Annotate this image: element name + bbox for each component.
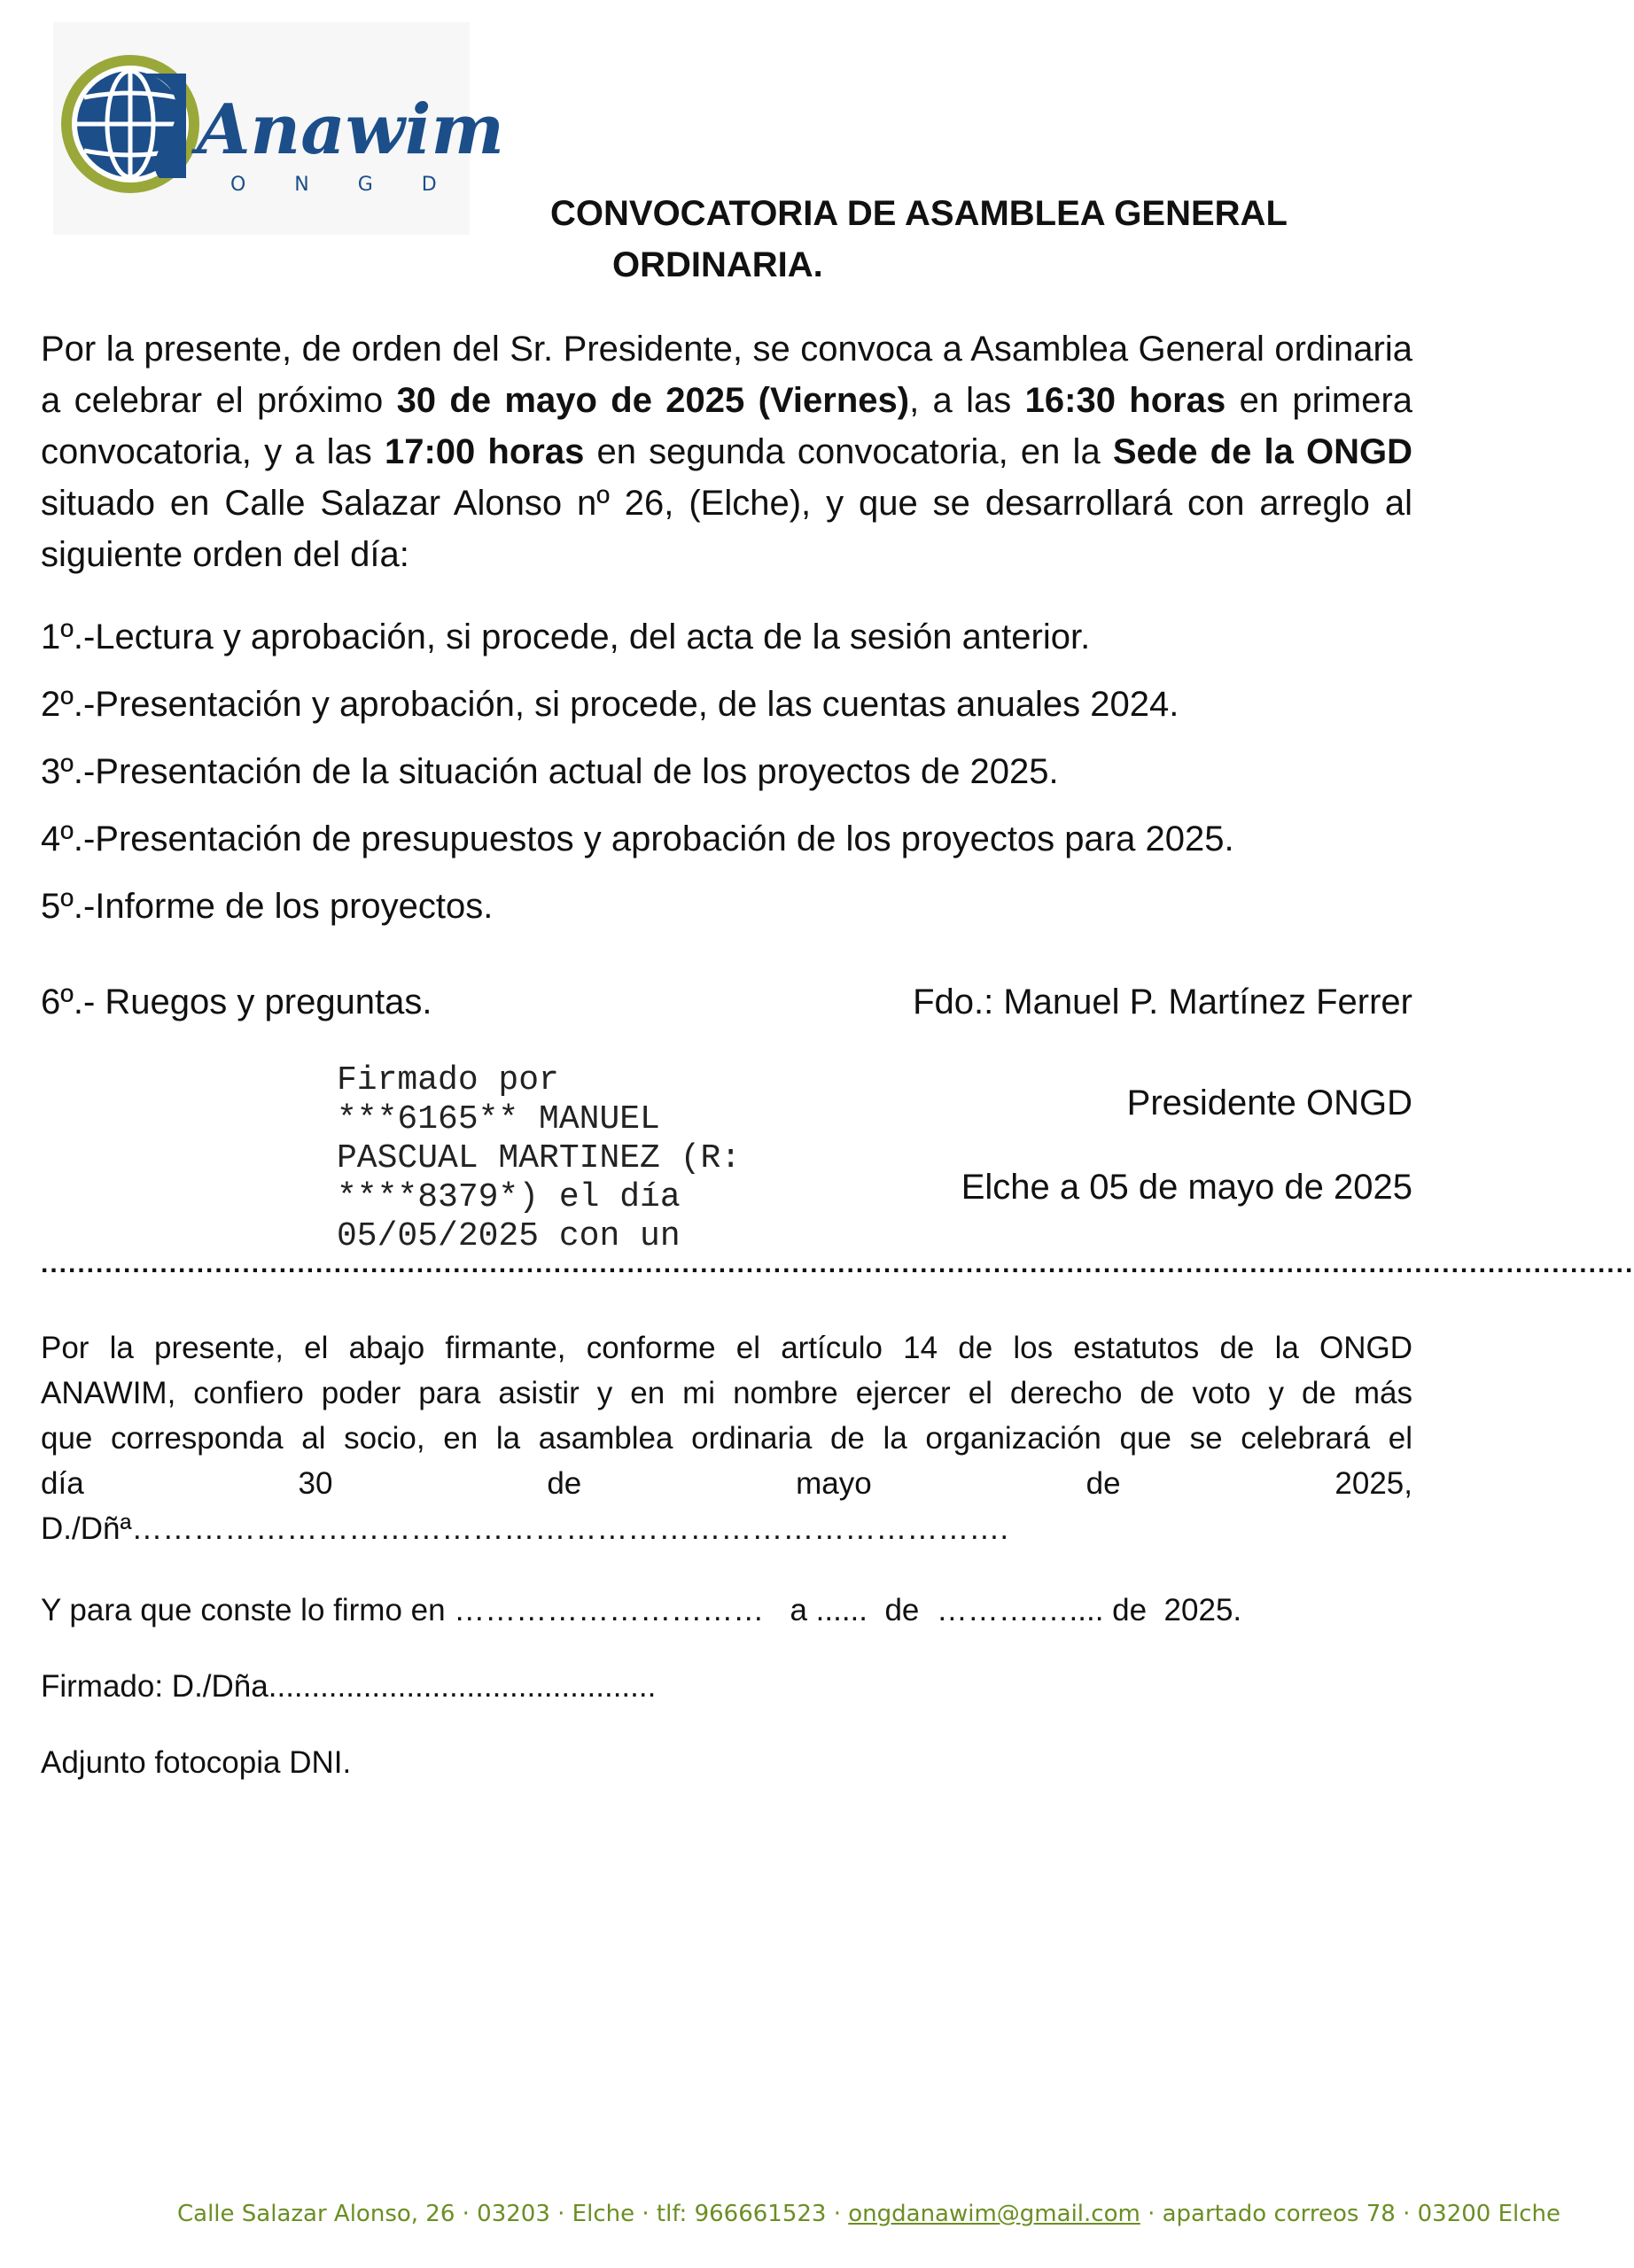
agenda-item: 6º.- Ruegos y preguntas. bbox=[41, 983, 432, 1021]
document-title bbox=[550, 188, 1288, 291]
intro-text-5: situado en Calle Salazar Alonso nº 26, (Elche), y que se desarrollará con arreglo al siguiente orden del día: bbox=[41, 484, 1412, 574]
signed-name-line: Firmado: D./Dña............................................. bbox=[41, 1669, 657, 1704]
globe-logo-icon bbox=[53, 22, 505, 235]
proxy-line: que corresponda al socio, en la asamblea ordinaria de la organización que se celebrará el bbox=[41, 1421, 1412, 1456]
agenda-item: 5º.-Informe de los proyectos. bbox=[41, 887, 494, 926]
signature-line: 05/05/2025 con un bbox=[337, 1217, 681, 1255]
footer-contact bbox=[177, 2201, 1561, 2227]
digital-signature-stamp bbox=[337, 1061, 833, 1256]
intro-paragraph bbox=[41, 323, 1412, 580]
intro-text-3: en primera convocatoria, y a las bbox=[41, 381, 1413, 471]
second-call-time: 17:00 horas bbox=[384, 432, 585, 471]
proxy-name-line: D./Dñª…………………………………………………………………………. bbox=[41, 1511, 1009, 1546]
intro-text-4: en segunda convocatoria, en la bbox=[584, 432, 1113, 471]
proxy-line: ANAWIM, confiero poder para asistir y en mi nombre ejercer el derecho de voto y de más bbox=[41, 1376, 1412, 1410]
anawim-logo bbox=[53, 22, 505, 235]
signature-line: ***6165** MANUEL bbox=[337, 1100, 660, 1138]
footer-address: Calle Salazar Alonso, 26 · 03203 · Elche · tlf: 966661523 · bbox=[177, 2201, 849, 2227]
proxy-paragraph bbox=[41, 1325, 1412, 1551]
proxy-line: Por la presente, el abajo firmante, conforme el artículo 14 de los estatutos de la ONGD bbox=[41, 1331, 1412, 1365]
cut-line-separator: .............................................................................................................................................................................. bbox=[41, 1249, 1634, 1278]
sign-place-line: Y para que conste lo firmo en ………………………… a ...... de ……….….... de 2025. bbox=[41, 1593, 1242, 1627]
logo-subtitle: O N G D bbox=[230, 174, 458, 196]
title-line-1: CONVOCATORIA DE ASAMBLEA GENERAL bbox=[550, 194, 1288, 233]
attachment-note: Adjunto fotocopia DNI. bbox=[41, 1745, 352, 1780]
agenda-item: 3º.-Presentación de la situación actual de los proyectos de 2025. bbox=[41, 752, 1059, 791]
intro-text-1: Por la presente, de orden del Sr. Presidente, se convoca a Asamblea General ordinaria a celebrar el próximo bbox=[41, 330, 1412, 420]
signature-line: Firmado por bbox=[337, 1061, 559, 1099]
agenda-item: 4º.-Presentación de presupuestos y aprobación de los proyectos para 2025. bbox=[41, 819, 1234, 858]
signed-by: Fdo.: Manuel P. Martínez Ferrer bbox=[913, 983, 1412, 1021]
footer-po-box: · apartado correos 78 · 03200 Elche bbox=[1140, 2201, 1561, 2227]
proxy-line: día 30 de mayo de 2025, bbox=[41, 1466, 1412, 1501]
meeting-date: 30 de mayo de 2025 (Viernes) bbox=[396, 381, 910, 420]
signature-line: ****8379*) el día bbox=[337, 1178, 681, 1216]
agenda-item: 2º.-Presentación y aprobación, si procede, de las cuentas anuales 2024. bbox=[41, 685, 1179, 724]
place-date: Elche a 05 de mayo de 2025 bbox=[961, 1168, 1412, 1207]
logo-name: Anawim bbox=[197, 89, 505, 170]
title-line-2: ORDINARIA. bbox=[612, 245, 823, 284]
agenda-list bbox=[41, 611, 1423, 948]
signature-line: PASCUAL MARTINEZ (R: bbox=[337, 1139, 742, 1177]
intro-text-2: , a las bbox=[909, 381, 1025, 420]
agenda-last-row bbox=[41, 976, 1412, 1028]
footer-email-link[interactable]: ongdanawim@gmail.com bbox=[848, 2201, 1140, 2227]
venue: Sede de la ONGD bbox=[1112, 432, 1413, 471]
first-call-time: 16:30 horas bbox=[1024, 381, 1226, 420]
agenda-item: 1º.-Lectura y aprobación, si procede, del acta de la sesión anterior. bbox=[41, 617, 1091, 656]
signer-role: Presidente ONGD bbox=[1126, 1084, 1412, 1122]
